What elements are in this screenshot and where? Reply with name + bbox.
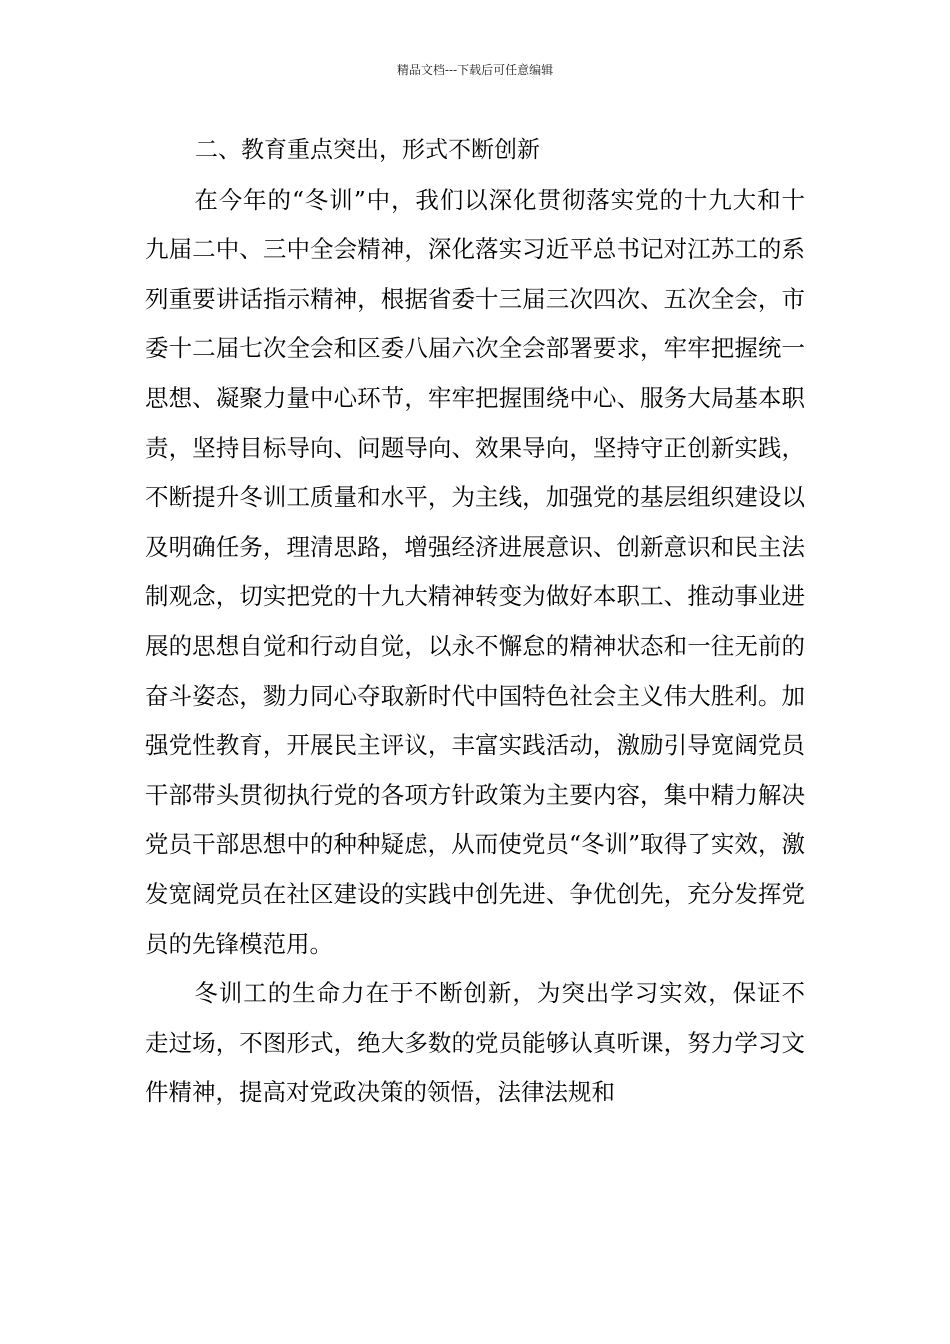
page-header: 精品文档---下载后可任意编辑 <box>396 63 554 77</box>
body-paragraph: 冬训工的生命力在于不断创新，为突出学习实效，保证不走过场，不图形式，绝大多数的党员能够认真听课，努力学习文件精神，提高对党政决策的领悟，法律法规和 <box>145 979 805 1107</box>
section-heading: 二、教育重点突出，形式不断创新 <box>195 137 540 163</box>
document-body <box>145 126 805 1118</box>
body-paragraph: 在今年的“冬训”中，我们以深化贯彻落实党的十九大和十九届二中、三中全会精神，深化落实习近平总书记对江苏工的系列重要讲话指示精神，根据省委十三届三次四次、五次全会，市委十二届七次全会和区委八届六次全会部署要求，牢牢把握统一思想、凝聚力量中心环节，牢牢把握围绕中心、服务大局基本职责，坚持目标导向、问题导向、效果导向，坚持守正创新实践，不断提升冬训工质量和水平，为主线，加强党的基层组织建设以及明确任务，理清思路，增强经济进展意识、创新意识和民主法制观念，切实把党的十九大精神转变为做好本职工、推动事业进展的思想自觉和行动自觉，以永不懈怠的精神状态和一往无前的奋斗姿态，勠力同心夺取新时代中国特色社会主义伟大胜利。加强党性教育，开展民主评议，丰富实践活动，激励引导宽阔党员干部带头贯彻执行党的各项方针政策为主要内容，集中精力解决党员干部思想中的种种疑虑，从而使党员“冬训”取得了实效，激发宽阔党员在社区建设的实践中创先进、争优创先，充分发挥党员的先锋模范用。 <box>145 185 805 958</box>
